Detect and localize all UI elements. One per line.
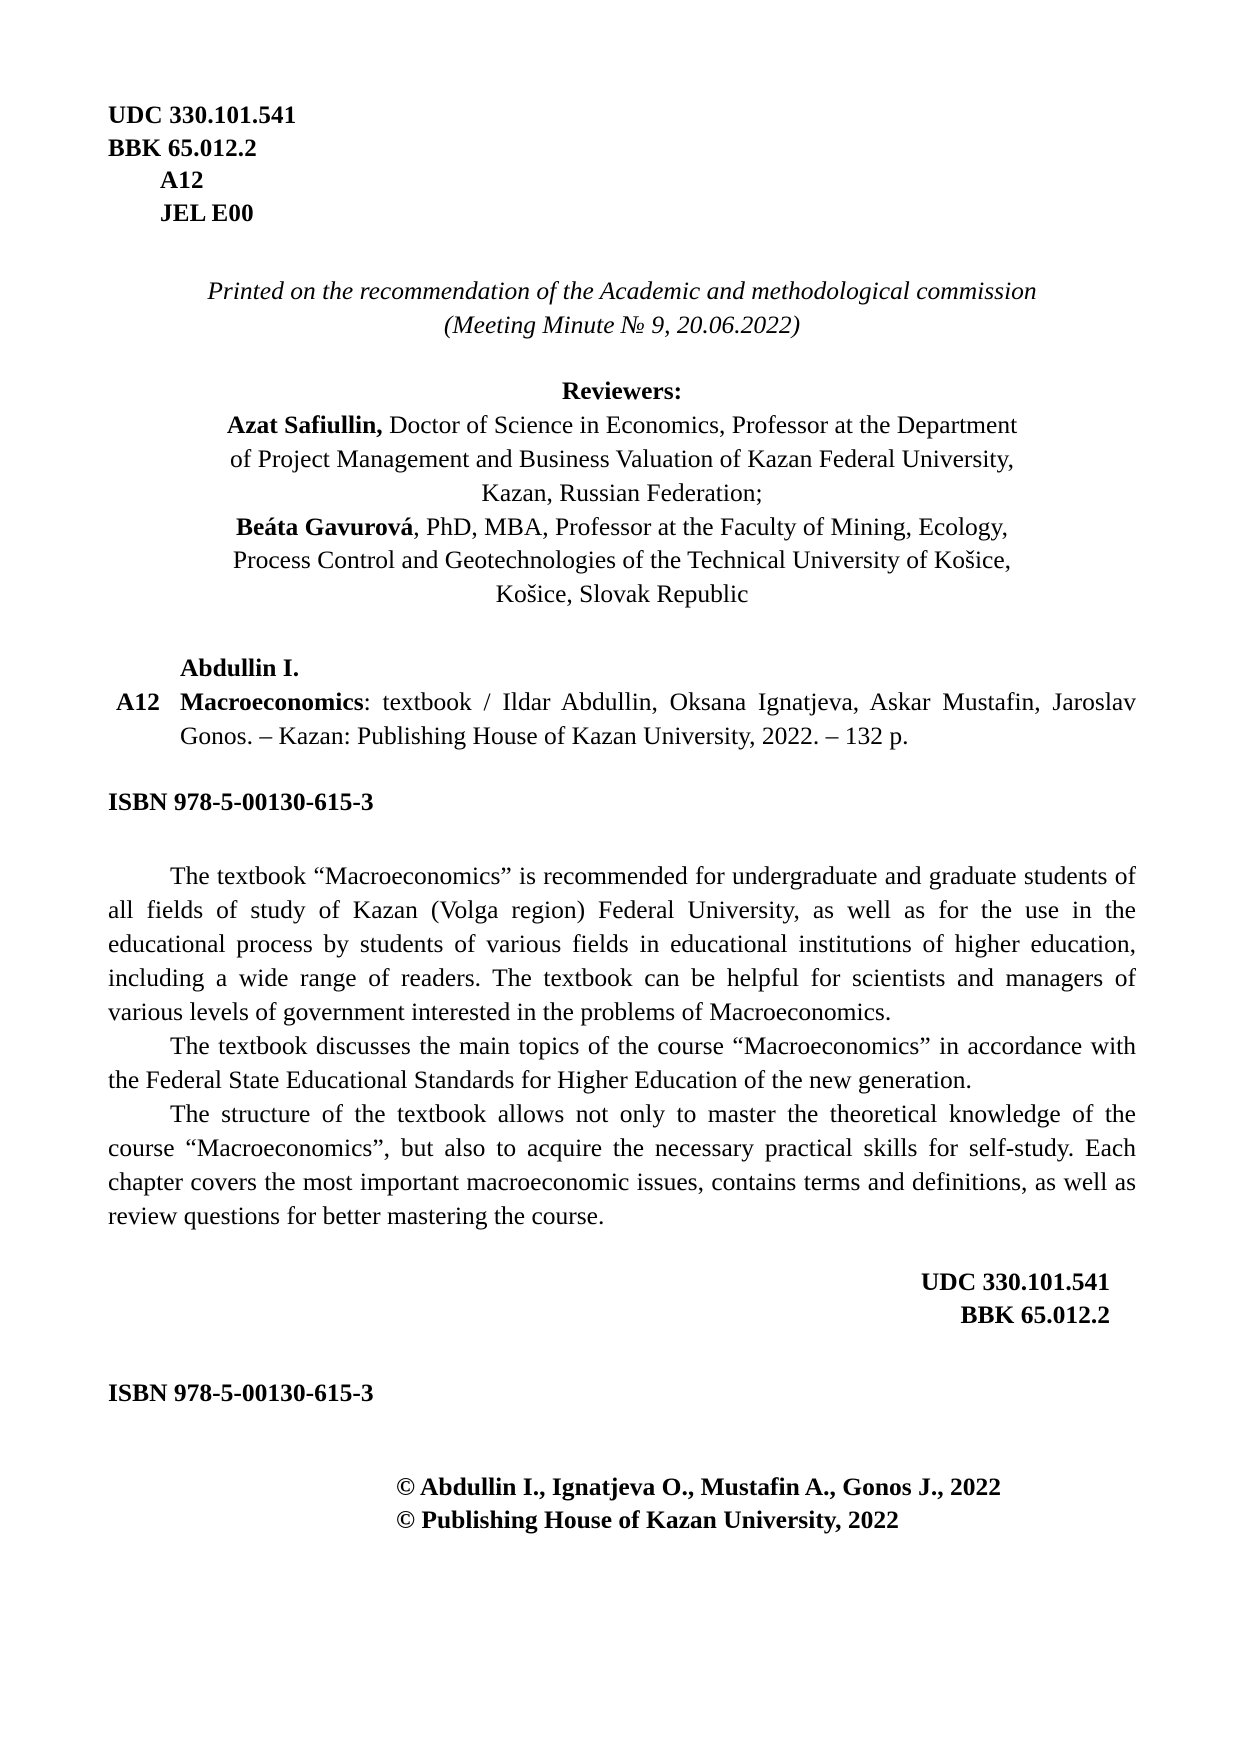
reviewer-1-line-2: of Project Management and Business Valuation of Kazan Federal University, bbox=[230, 443, 1014, 473]
catalog-imprint: : textbook / Ildar Abdullin, Oksana Ignatjeva, Askar Mustafin, Jaroslav Gonos. – Kazan: Publishing House of Kazan University, 2022. – 132 p. bbox=[180, 687, 1136, 751]
catalog-entry bbox=[108, 651, 1136, 753]
udc-code-repeat: UDC 330.101.541 bbox=[920, 1267, 1110, 1297]
abstract-paragraph-3: The structure of the textbook allows not only to master the theoretical knowledge of the course “Macroeconomics”, but also to acquire the necessary practical skills for self-study. Each chapter covers the most important macroeconomic issues, contains terms and definitions, as well as review questions for better mastering the course. bbox=[108, 1099, 1136, 1231]
reviewer-2-affiliation-part-1: , PhD, MBA, Professor at the Faculty of Mining, Ecology, bbox=[413, 511, 1009, 541]
catalog-author: Abdullin I. bbox=[180, 653, 300, 683]
recommendation-line-1: Printed on the recommendation of the Academic and methodological commission bbox=[207, 276, 1037, 305]
udc-code: UDC 330.101.541 bbox=[108, 102, 297, 129]
classification-codes-repeat bbox=[108, 1265, 1136, 1331]
catalog-description-block bbox=[108, 685, 1136, 753]
reviewer-1-line-1 bbox=[108, 408, 1136, 442]
reviewer-2-line-3: Košice, Slovak Republic bbox=[495, 579, 749, 609]
reviewers-heading: Reviewers: bbox=[561, 375, 683, 405]
recommendation-line-2: (Meeting Minute № 9, 20.06.2022) bbox=[443, 309, 801, 339]
catalog-title: Macroeconomics bbox=[180, 687, 364, 717]
reviewers-list bbox=[108, 408, 1136, 611]
reviewer-2-line-2: Process Control and Geotechnologies of the Technical University of Košice, bbox=[232, 545, 1012, 575]
reviewer-1-line-3: Kazan, Russian Federation; bbox=[481, 477, 763, 507]
reviewer-2-line-1 bbox=[108, 510, 1136, 544]
abstract-text bbox=[108, 859, 1136, 1233]
catalog-shelf-sign: A12 bbox=[116, 687, 160, 717]
jel-code: JEL E00 bbox=[160, 199, 254, 227]
abstract-paragraph-2: The textbook discusses the main topics of the course “Macroeconomics” in accordance with the Federal State Educational Standards for Higher Education of the new generation. bbox=[108, 1031, 1136, 1095]
copyright-authors: © Abdullin I., Ignatjeva O., Mustafin A., Gonos J., 2022 bbox=[396, 1471, 1001, 1501]
recommendation-note bbox=[108, 274, 1136, 342]
classification-codes bbox=[108, 100, 1136, 230]
bbk-code: BBK 65.012.2 bbox=[108, 134, 257, 162]
isbn-top: ISBN 978-5-00130-615-3 bbox=[108, 786, 374, 816]
isbn-bottom: ISBN 978-5-00130-615-3 bbox=[108, 1377, 374, 1407]
copyright-publisher: © Publishing House of Kazan University, 2022 bbox=[396, 1505, 899, 1535]
book-index-code: A12 bbox=[160, 167, 204, 194]
reviewer-1-affiliation-part-1: Doctor of Science in Economics, Professor at the Department bbox=[382, 409, 1018, 439]
abstract-paragraph-1: The textbook “Macroeconomics” is recommended for undergraduate and graduate students of all fields of study of Kazan (Volga region) Federal University, as well as for the use in the educational process by students of various fields in educational institutions of higher education, including a wide range of readers. The textbook can be helpful for scientists and managers of various levels of government interested in the problems of Macroeconomics. bbox=[108, 860, 1136, 1027]
bbk-code-repeat: BBK 65.012.2 bbox=[960, 1300, 1110, 1330]
reviewer-2-name: Beáta Gavurová bbox=[235, 511, 414, 541]
page-content bbox=[108, 100, 1136, 1537]
reviewer-1-name: Azat Safiullin, bbox=[226, 409, 383, 439]
copyright-block bbox=[108, 1470, 1136, 1537]
